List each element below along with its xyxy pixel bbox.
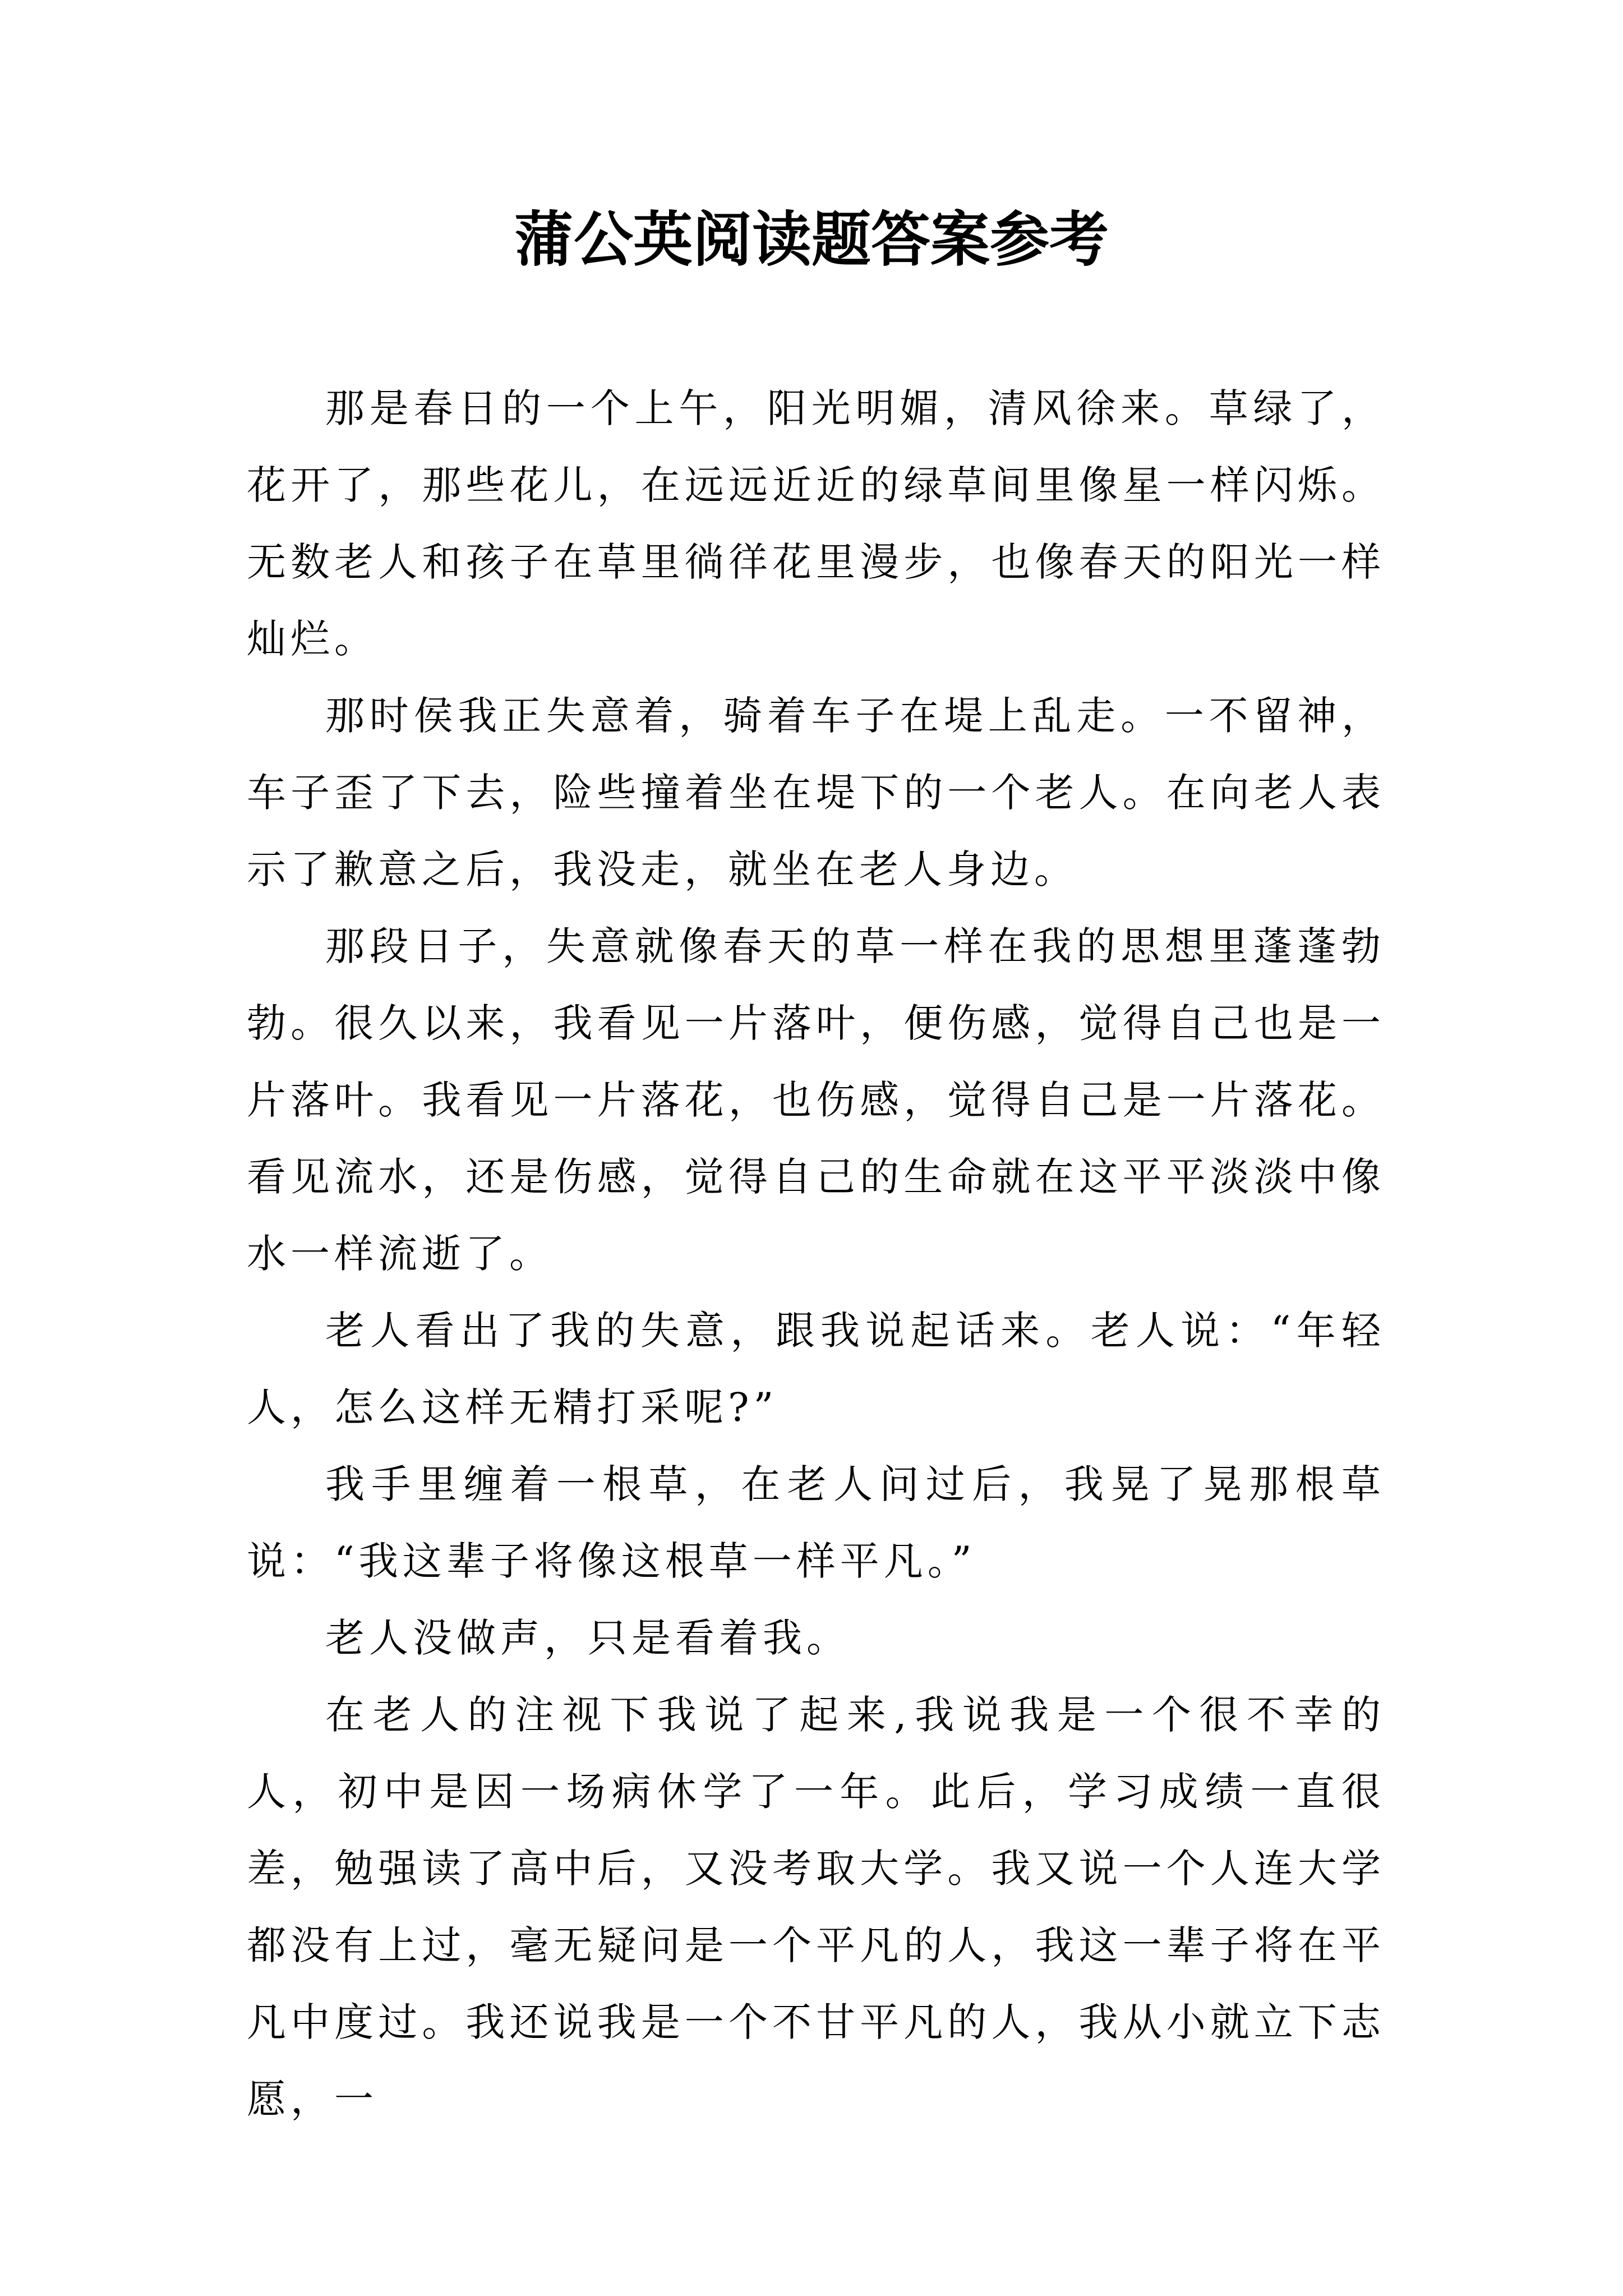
document-body (247, 370, 1385, 2138)
paragraph: 在老人的注视下我说了起来,我说我是一个很不幸的人，初中是因一场病休学了一年。此后，学习成绩一直很差，勉强读了高中后，又没考取大学。我又说一个人连大学都没有上过，毫无疑问是一个平凡的人，我这一辈子将在平凡中度过。我还说我是一个不甘平凡的人，我从小就立下志愿，一 (247, 1692, 1385, 2122)
paragraph: 那时侯我正失意着，骑着车子在堤上乱走。一不留神，车子歪了下去，险些撞着坐在堤下的一个老人。在向老人表示了歉意之后，我没走，就坐在老人身边。 (247, 693, 1385, 892)
document-title: 蒲公英阅读题答案参考 (514, 204, 1109, 274)
paragraph: 我手里缠着一根草，在老人问过后，我晃了晃那根草说：“我这辈子将像这根草一样平凡。” (247, 1461, 1385, 1584)
paragraph: 那段日子，失意就像春天的草一样在我的思想里蓬蓬勃勃。很久以来，我看见一片落叶，便伤感，觉得自己也是一片落叶。我看见一片落花，也伤感，觉得自己是一片落花。看见流水，还是伤感，觉得自己的生命就在这平平淡淡中像水一样流逝了。 (247, 923, 1385, 1277)
paragraph: 那是春日的一个上午，阳光明媚，清风徐来。草绿了，花开了，那些花儿，在远远近近的绿草间里像星一样闪烁。无数老人和孩子在草里徜徉花里漫步，也像春天的阳光一样灿烂。 (247, 385, 1385, 662)
paragraph: 老人看出了我的失意，跟我说起话来。老人说：“年轻人，怎么这样无精打采呢?” (247, 1308, 1385, 1430)
paragraph: 老人没做声，只是看着我。 (325, 1615, 850, 1661)
